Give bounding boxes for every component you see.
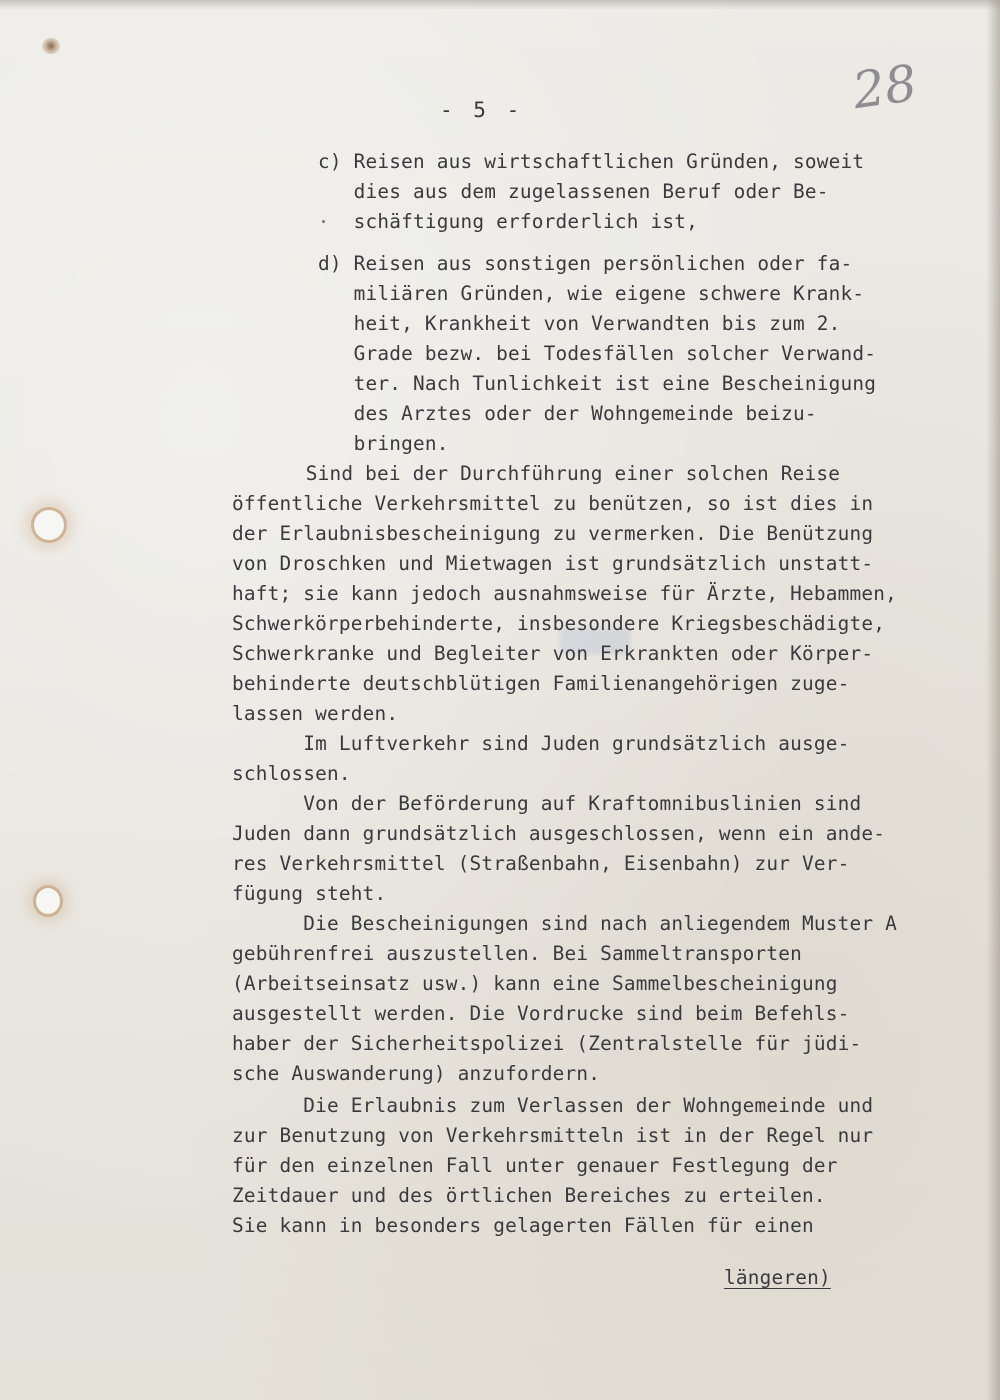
text-line: Von der Beförderung auf Kraftomnibuslinien sind [232,792,862,815]
punch-hole-bottom [36,888,60,914]
text-line: für den einzelnen Fall unter genauer Festlegung der [232,1154,838,1177]
text-line: öffentliche Verkehrsmittel zu benützen, so ist dies in [232,492,874,515]
text-line: bringen. [318,432,449,455]
text-line: gebührenfrei auszustellen. Bei Sammeltransporten [232,942,802,965]
text-line: des Arztes oder der Wohngemeinde beizu- [318,402,817,425]
text-line: sche Auswanderung) anzufordern. [232,1062,601,1085]
text-line: miliären Gründen, wie eigene schwere Krank- [318,282,865,305]
text-line: Schwerkranke und Begleiter von Erkrankten oder Körper- [232,642,874,665]
text-line: Zeitdauer und des örtlichen Bereiches zu erteilen. [232,1184,826,1207]
catchword: längeren) [724,1266,831,1289]
handwritten-archive-number: 28 [849,53,921,121]
text-line: Die Bescheinigungen sind nach anliegendem Muster A [232,912,897,935]
text-line: Schwerkörperbehinderte, insbesondere Kriegsbeschädigte, [232,612,886,635]
text-line: ter. Nach Tunlichkeit ist eine Bescheinigung [318,372,877,395]
text-line: fügung steht. [232,882,387,905]
text-line: ausgestellt werden. Die Vordrucke sind beim Befehls- [232,1002,850,1025]
text-line: schlossen. [232,762,351,785]
text-line: Sie kann in besonders gelagerten Fällen für einen [232,1214,814,1237]
paper-edge-top [0,0,1000,10]
text-line: haber der Sicherheitspolizei (Zentralstelle für jüdi- [232,1032,862,1055]
text-line: der Erlaubnisbescheinigung zu vermerken. Die Benützung [232,522,874,545]
page-number: - 5 - [440,98,524,122]
text-line: Im Luftverkehr sind Juden grundsätzlich ausge- [232,732,850,755]
text-line: c) Reisen aus wirtschaftlichen Gründen, soweit [318,150,865,173]
text-line: Die Erlaubnis zum Verlassen der Wohngemeinde und [232,1094,874,1117]
text-line: heit, Krankheit von Verwandten bis zum 2. [318,312,841,335]
text-line: Grade bezw. bei Todesfällen solcher Verwand- [318,342,877,365]
text-line: zur Benutzung von Verkehrsmitteln ist in der Regel nur [232,1124,874,1147]
text-line: Juden dann grundsätzlich ausgeschlossen, wenn ein ande- [232,822,886,845]
text-line: (Arbeitseinsatz usw.) kann eine Sammelbescheinigung [232,972,838,995]
text-line: Sind bei der Durchführung einer solchen Reise [282,462,841,485]
punch-hole-top [34,510,64,540]
text-line: lassen werden. [232,702,399,725]
text-line: haft; sie kann jedoch ausnahmsweise für Ärzte, Hebammen, [232,582,897,605]
rust-spot [42,38,60,54]
text-line: schäftigung erforderlich ist, [318,210,698,233]
text-line: behinderte deutschblütigen Familienangehörigen zuge- [232,672,850,695]
text-line: res Verkehrsmittel (Straßenbahn, Eisenbahn) zur Ver- [232,852,850,875]
text-line: d) Reisen aus sonstigen persönlichen oder fa- [318,252,853,275]
text-line: von Droschken und Mietwagen ist grundsätzlich unstatt- [232,552,874,575]
paper-edge-right [986,0,1000,1400]
text-line: dies aus dem zugelassenen Beruf oder Be- [318,180,829,203]
